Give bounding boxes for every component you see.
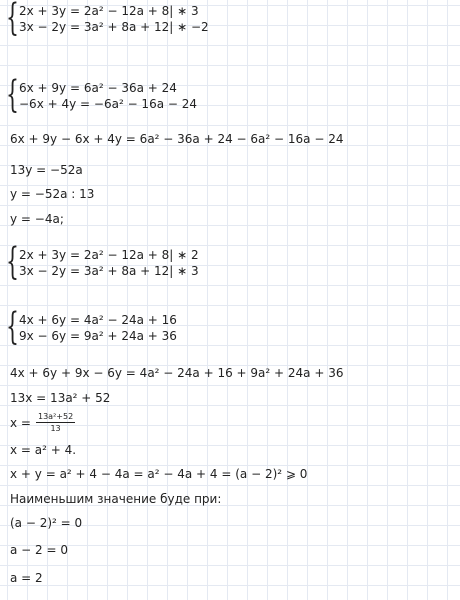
left-brace: { (6, 305, 19, 348)
left-brace: { (6, 73, 19, 116)
system-4-equation-1: 4x + 6y = 4a² − 24a + 16 (19, 313, 177, 327)
x-fraction-line (10, 412, 75, 433)
a-result: a = 2 (10, 571, 43, 585)
line-x-result: x = a² + 4. (10, 443, 77, 457)
line-13x: 13x = 13a² + 52 (10, 391, 111, 405)
system-3-equation-2: 3x − 2y = 3a² + 8a + 12| ∗ 3 (19, 264, 199, 278)
sum-x-line: 4x + 6y + 9x − 6y = 4a² − 24a + 16 + 9a² + 24a + 36 (10, 366, 344, 380)
left-brace: { (6, 0, 19, 39)
fraction-numerator: 13a²+52 (37, 412, 74, 421)
system-1-equation-1: 2x + 3y = 2a² − 12a + 8| ∗ 3 (19, 4, 199, 18)
line-y-division: y = −52a : 13 (10, 187, 95, 201)
a-minus-2-equation: a − 2 = 0 (10, 543, 68, 557)
line-y-result: y = −4a; (10, 212, 64, 226)
fraction-denominator: 13 (50, 424, 61, 433)
sum-y-line: 6x + 9y − 6x + 4y = 6a² − 36a + 24 − 6a² − 16a − 24 (10, 132, 344, 146)
line-13y: 13y = −52a (10, 163, 83, 177)
system-4-equation-2: 9x − 6y = 9a² + 24a + 36 (19, 329, 177, 343)
x-fraction-lhs: x = (10, 415, 31, 430)
system-2-equation-2: −6x + 4y = −6a² − 16a − 24 (19, 97, 198, 111)
system-1-equation-2: 3x − 2y = 3a² + 8a + 12| ∗ −2 (19, 20, 209, 34)
x-plus-y-line: x + y = a² + 4 − 4a = a² − 4a + 4 = (a − 2)² ⩾ 0 (10, 467, 308, 481)
square-equation: (a − 2)² = 0 (10, 516, 83, 530)
left-brace: { (6, 240, 19, 283)
fraction (36, 412, 75, 433)
system-3-equation-1: 2x + 3y = 2a² − 12a + 8| ∗ 2 (19, 248, 199, 262)
minimum-text: Наименьшим значение буде при: (10, 492, 222, 506)
system-2-equation-1: 6x + 9y = 6a² − 36a + 24 (19, 81, 177, 95)
